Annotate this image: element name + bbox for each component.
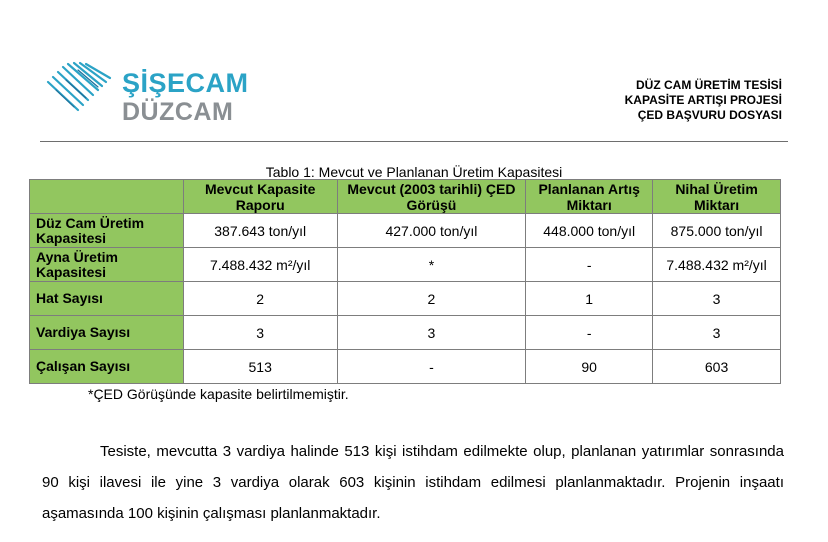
header-line-1: DÜZ CAM ÜRETİM TESİSİ (636, 78, 782, 92)
table-cell: - (337, 350, 526, 384)
sisecam-stripes-icon (44, 60, 120, 120)
table-cell: * (337, 248, 526, 282)
table-cell: 7.488.432 m²/yıl (183, 248, 337, 282)
table-cell: 387.643 ton/yıl (183, 214, 337, 248)
header-cell-current-ced: Mevcut (2003 tarihli) ÇED Görüşü (337, 180, 526, 214)
table-cell: 3 (337, 316, 526, 350)
capacity-table (29, 179, 781, 384)
header-line-2: KAPASİTE ARTIŞI PROJESİ (624, 93, 782, 107)
table-cell: 603 (653, 350, 781, 384)
row-label: Vardiya Sayısı (30, 316, 184, 350)
table-cell: 2 (183, 282, 337, 316)
table-cell: 513 (183, 350, 337, 384)
table-row (30, 214, 781, 248)
table-cell: 1 (526, 282, 653, 316)
row-label: Düz Cam Üretim Kapasitesi (30, 214, 184, 248)
row-label: Hat Sayısı (30, 282, 184, 316)
table-cell: - (526, 316, 653, 350)
body-paragraph (42, 436, 784, 529)
document-header (625, 78, 782, 123)
table-caption: Tablo 1: Mevcut ve Planlanan Üretim Kapasitesi (265, 164, 563, 180)
table-footnote: *ÇED Görüşünde kapasite belirtilmemiştir. (88, 386, 349, 402)
table-row (30, 282, 781, 316)
table-cell: 7.488.432 m²/yıl (653, 248, 781, 282)
header-cell-current-capacity: Mevcut Kapasite Raporu (183, 180, 337, 214)
row-label: Ayna Üretim Kapasitesi (30, 248, 184, 282)
table-cell: 3 (653, 316, 781, 350)
header-divider (40, 141, 788, 142)
table-cell: 427.000 ton/yıl (337, 214, 526, 248)
logo-brand-text: ŞİŞECAM (122, 68, 249, 98)
row-label: Çalışan Sayısı (30, 350, 184, 384)
table-row (30, 316, 781, 350)
logo-sub-text: DÜZCAM (122, 98, 234, 126)
header-cell-planned-increase: Planlanan Artış Miktarı (526, 180, 653, 214)
table-cell: 3 (653, 282, 781, 316)
table-cell: 875.000 ton/yıl (653, 214, 781, 248)
table-cell: 2 (337, 282, 526, 316)
body-paragraph-text: Tesiste, mevcutta 3 vardiya halinde 513 kişi istihdam edilmekte olup, planlanan yatırımlar sonrasında 90 kişi ilavesi ile yine 3 vardiya olarak 603 kişinin istihdam edilmesi planlanmaktadır. Projenin inşaatı aşamasında 100 kişinin çalışması planlanmaktadır. (42, 443, 784, 522)
table-header-row (30, 180, 781, 214)
table-cell: - (526, 248, 653, 282)
header-cell-final-production: Nihal Üretim Miktarı (653, 180, 781, 214)
header-cell-empty (30, 180, 184, 214)
header-line-3: ÇED BAŞVURU DOSYASI (637, 108, 782, 122)
table-row (30, 350, 781, 384)
table-row (30, 248, 781, 282)
table-cell: 90 (526, 350, 653, 384)
table-cell: 448.000 ton/yıl (526, 214, 653, 248)
table-cell: 3 (183, 316, 337, 350)
company-logo (44, 60, 254, 130)
